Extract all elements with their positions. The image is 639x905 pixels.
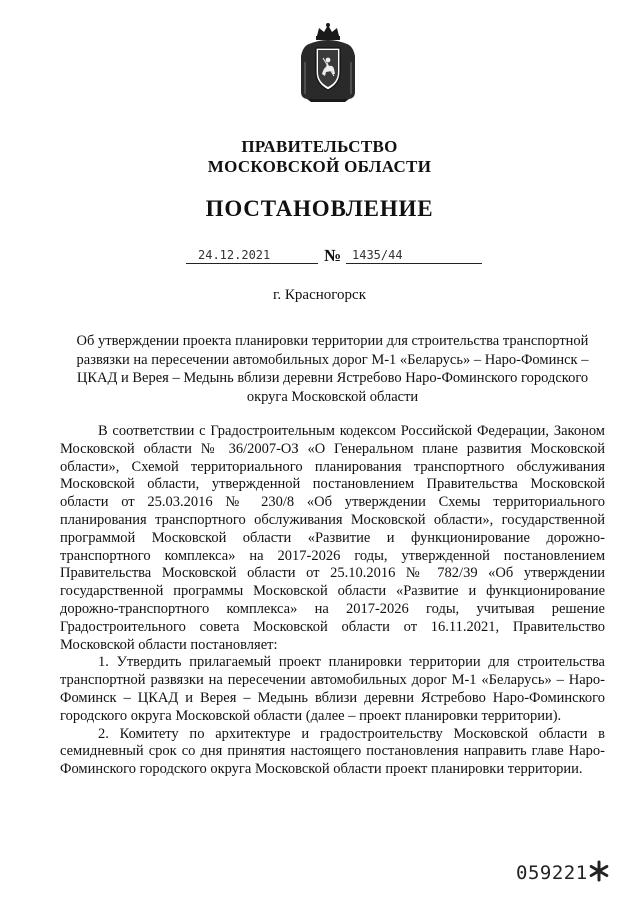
government-title-line2: МОСКОВСКОЙ ОБЛАСТИ — [207, 157, 432, 176]
document-date: 24.12.2021 — [198, 248, 271, 262]
city-label: г. Красногорск — [272, 287, 367, 303]
document-type-heading: ПОСТАНОВЛЕНИЕ — [205, 196, 434, 221]
number-field — [346, 245, 482, 264]
government-title — [0, 137, 639, 177]
asterisk-star-icon — [588, 860, 610, 882]
serial-number: 059221 — [516, 862, 588, 884]
clause-2-paragraph: 2. Комитету по архитектуре и градостроительству Московской области в семидневный срок со дня принятия настоящего постановления направить главе Наро-Фоминского городского округа Московской области проект планировки территории. — [60, 725, 605, 778]
date-field — [186, 245, 318, 264]
document-number: 1435/44 — [352, 248, 403, 262]
government-title-line1: ПРАВИТЕЛЬСТВО — [241, 137, 398, 156]
number-sign: № — [324, 246, 342, 265]
document-body — [60, 423, 605, 779]
preamble-paragraph: В соответствии с Градостроительным кодексом Российской Федерации, Законом Московской области № 36/2007-ОЗ «О Генеральном плане развития Московской области», Схемой территориального планирования транспортного обслуживания Московской области, утвержденной постановлением Правительства Московской области от 25.03.2016 № 230/8 «Об утверждении Схемы территориального планирования транспортного обслуживания Московской области», государственной программой Московской области «Развитие и функционирование дорожно-транспортного комплекса» на 2017-2026 годы, утвержденной постановлением Правительства Московской области от 25.10.2016 № 782/39 «Об утверждении государственной программы Московской области «Развитие и функционирование дорожно-транспортного комплекса» на 2017-2026 годы, учитывая решение Градостроительного совета Московской области от 16.11.2021, Правительство Московской области постановляет: — [60, 423, 605, 653]
document-subject: Об утверждении проекта планировки территории для строительства транспортной развязки на пересечении автомобильных дорог М-1 «Беларусь» – Наро-Фоминск – ЦКАД и Верея – Медынь вблизи деревни Ястребово Наро-Фоминского городского округа Московской области — [76, 333, 589, 405]
clause-1-paragraph: 1. Утвердить прилагаемый проект планировки территории для строительства транспортной развязки на пересечении автомобильных дорог М-1 «Беларусь» – Наро-Фоминск – ЦКАД и Верея – Медынь вблизи деревни Ястребово Наро-Фоминского городского округа Московской области (далее – проект планировки территории). — [60, 654, 605, 724]
moscow-oblast-coat-of-arms-icon — [297, 22, 359, 102]
